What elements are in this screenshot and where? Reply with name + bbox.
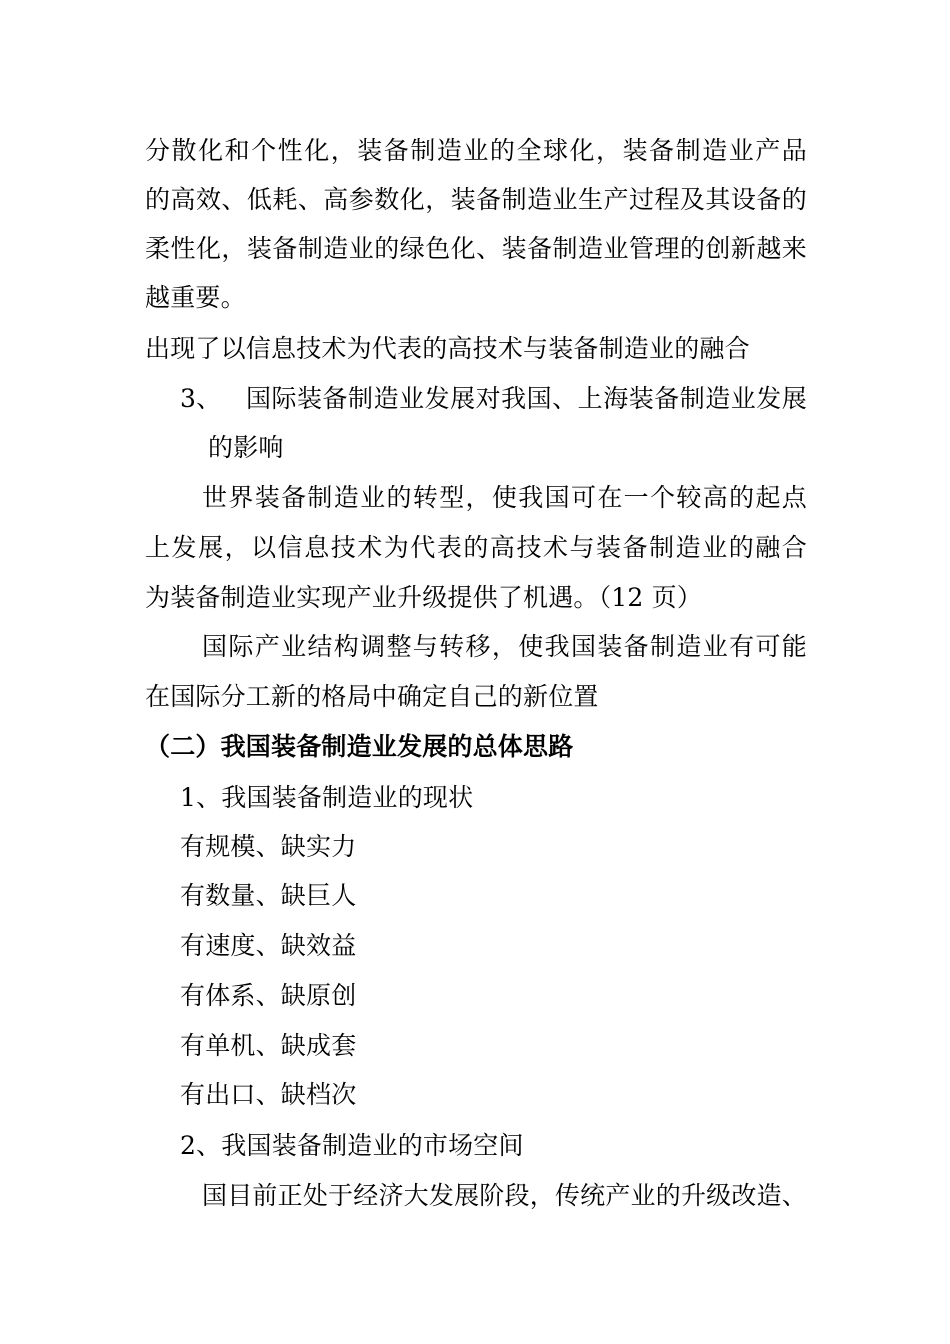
paragraph-line: 为装备制造业实现产业升级提供了机遇。（12 页） <box>145 583 703 612</box>
paragraph-line: 在国际分工新的格局中确定自己的新位置 <box>145 682 599 711</box>
list-item: 有速度、缺效益 <box>180 931 357 960</box>
paragraph-line: 柔性化，装备制造业的绿色化、装备制造业管理的创新越来 <box>145 234 807 263</box>
fusion-line: 出现了以信息技术为代表的高技术与装备制造业的融合 <box>145 334 750 363</box>
list-item: 有规模、缺实力 <box>180 832 357 861</box>
paragraph-line: 国际产业结构调整与转移，使我国装备制造业有可能 <box>202 632 807 661</box>
item-title: 1、我国装备制造业的现状 <box>180 783 474 812</box>
list-item: 有单机、缺成套 <box>180 1031 357 1060</box>
paragraph-line: 的高效、低耗、高参数化，装备制造业生产过程及其设备的 <box>145 185 807 214</box>
paragraph-line: 分散化和个性化，装备制造业的全球化，装备制造业产品 <box>145 136 807 165</box>
paragraph-line: 世界装备制造业的转型，使我国可在一个较高的起点 <box>202 483 807 512</box>
section-number: 3、 <box>180 384 222 413</box>
paragraph-line: 上发展，以信息技术为代表的高技术与装备制造业的融合 <box>145 533 807 562</box>
list-item: 有出口、缺档次 <box>180 1080 357 1109</box>
list-item: 有数量、缺巨人 <box>180 881 357 910</box>
item-title: 2、我国装备制造业的市场空间 <box>180 1131 524 1160</box>
section-title-continued: 的影响 <box>208 433 284 462</box>
paragraph-line: 国目前正处于经济大发展阶段，传统产业的升级改造、 <box>202 1181 807 1210</box>
section-heading: （二）我国装备制造业发展的总体思路 <box>145 732 574 761</box>
list-item: 有体系、缺原创 <box>180 981 357 1010</box>
paragraph-line: 越重要。 <box>145 283 246 312</box>
section-title: 国际装备制造业发展对我国、上海装备制造业发展 <box>246 384 807 413</box>
